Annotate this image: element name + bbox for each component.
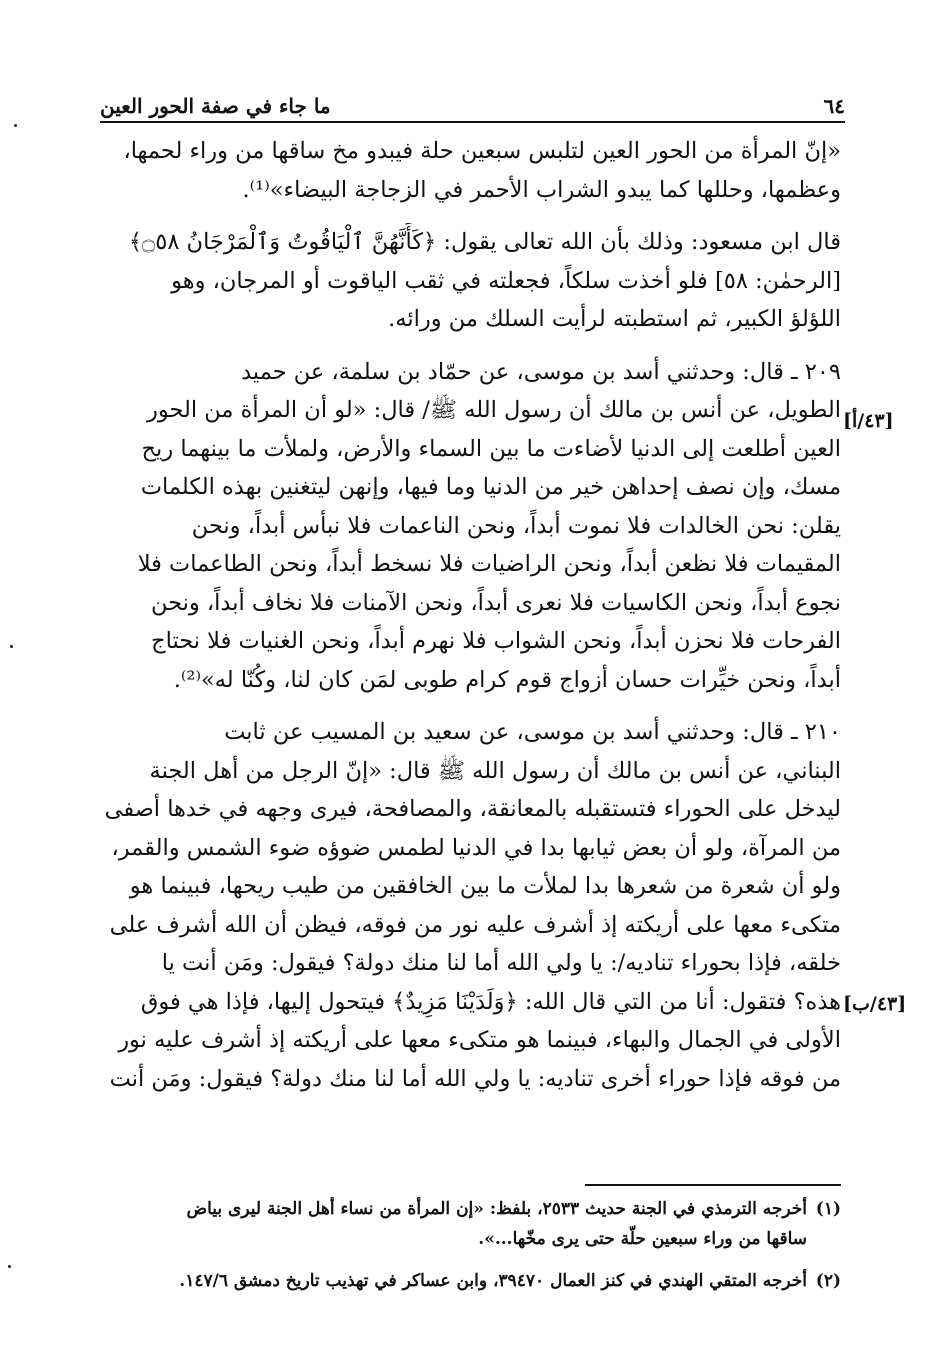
scan-speck [10,645,13,648]
text-line: ولو أن شعرة من شعرها بدا لملأت ما بين الخافقين من طيب ريحها، فبينما هو [129,873,841,899]
footnote-number: (١) [815,1199,841,1219]
text-line: الأولى في الجمال والبهاء، فبينما هو متكىء معها على أريكته إذ أشرف عليه نور [118,1027,841,1053]
folio-marker: [٤٣/أ] [843,410,894,432]
text-line: [الرحمٰن: ٥٨] فلو أخذت سلكاً، فجعلته في ثقب الياقوت أو المرجان، وهو [171,267,841,294]
text-line: البناني، عن أنس بن مالك أن رسول الله ﷺ قال: «إنّ الرجل من أهل الجنة [149,757,841,784]
text-line: من المرآة، ولو أن بعض ثيابها بدا في الدنيا لطمس ضوؤه ضوء الشمس والقمر، [111,834,841,861]
scan-speck [14,124,17,127]
footnote-text: أخرجه المتقي الهندي في كنز العمال ٣٩٤٧٠، وابن عساكر في تهذيب تاريخ دمشق ١٤٧/٦. [179,1271,807,1291]
footnote-1 [104,1194,841,1224]
text-line: المقيمات فلا نظعن أبداً، ونحن الراضيات فلا نسخط أبداً، ونحن الطاعمات فلا [137,551,841,577]
text-line: يقلن: نحن الخالدات فلا نموت أبداً، ونحن الناعمات فلا نبأس أبداً، ونحن [191,512,841,539]
paragraph-hadith-210 [104,713,841,1098]
paragraph-1 [104,132,841,209]
footnote-number: (٢) [815,1271,841,1291]
main-text [104,132,841,1098]
text-line: قال ابن مسعود: وذلك بأن الله تعالى يقول: ﴿كَأَنَّهُنَّ ٱلْيَاقُوتُ وَٱلْمَرْجَانُ ۝٥٨﴾ [128,229,841,255]
paragraph-2 [104,223,841,339]
text-line: متكىء معها على أريكته إذ أشرف عليه نور من فوقه، فيظن أن الله أشرف على [109,911,841,938]
text-line: ليدخل على الحوراء فتستقبله بالمعانقة، والمصافحة، فيرى وجهه في خدها أصفى [104,796,841,822]
folio-marker: [٤٣/ب] [843,993,907,1015]
text-line: وعظمها، وحللها كما يبدو الشراب الأحمر في الزجاجة البيضاء»⁽¹⁾. [242,176,841,203]
text-line: ٢٠٩ ـ قال: وحدثني أسد بن موسى، عن حمّاد بن سلمة، عن حميد [241,358,841,385]
text-line: «إنّ المرأة من الحور العين لتلبس سبعين حلة فيبدو مخ ساقها من وراء لحمها، [123,138,841,164]
text-line: هذه؟ فتقول: أنا من التي قال الله: ﴿وَلَدَيْنَا مَزِيدٌ﴾ فيتحول إليها، فإذا هي فوق [140,988,841,1015]
footnote-rule [585,1184,841,1186]
header-rule [100,121,845,123]
text-line: من فوقه فإذا حوراء أخرى تناديه: يا ولي الله أما لنا منك دولة؟ فيقول: ومَن أنت [109,1065,841,1092]
text-line: العين أطلعت إلى الدنيا لأضاءت ما بين السماء والأرض، ولملأت ما بينهما ريح [141,435,841,462]
text-line: أبداً، ونحن خيِّرات حسان أزواج قوم كرام طوبى لمَن كان لنا، وكُنّا له»⁽²⁾. [173,666,841,693]
page-header [100,78,845,118]
paragraph-hadith-209 [104,353,841,700]
footnote-text: أخرجه الترمذي في الجنة حديث ٢٥٣٣، بلفظ: «إن المرأة من نساء أهل الجنة ليرى بياض [186,1199,807,1219]
footnote-2 [104,1266,841,1296]
footnote-text: ساقها من وراء سبعين حلّة حتى يرى مخّها...». [478,1229,807,1249]
text-line: الفرحات فلا نحزن أبداً، ونحن الشواب فلا نهرم أبداً، ونحن الغنيات فلا نحتاج [151,628,841,654]
text-line: نجوع أبداً، ونحن الكاسيات فلا نعرى أبداً، ونحن الآمنات فلا نخاف أبداً، ونحن [150,589,841,616]
text-line: خلقه، فإذا بحوراء تناديه/: يا ولي الله أما لنا منك دولة؟ فيقول: ومَن أنت يا [161,950,841,976]
page-number: ٦٤ [823,94,845,118]
text-line: اللؤلؤ الكبير، ثم استطبته لرأيت السلك من ورائه. [388,306,841,332]
text-line: ٢١٠ ـ قال: وحدثني أسد بن موسى، عن سعيد بن المسيب عن ثابت [224,719,841,745]
scan-speck [8,1265,11,1268]
footnotes [104,1194,841,1296]
text-line: الطويل، عن أنس بن مالك أن رسول الله ﷺ/ قال: «لو أن المرأة من الحور [146,397,841,423]
text-line: مسك، وإن نصف إحداهن خير من الدنيا وما فيها، وإنهن ليتغنين بهذه الكلمات [140,474,841,500]
running-title: ما جاء في صفة الحور العين [100,94,331,118]
